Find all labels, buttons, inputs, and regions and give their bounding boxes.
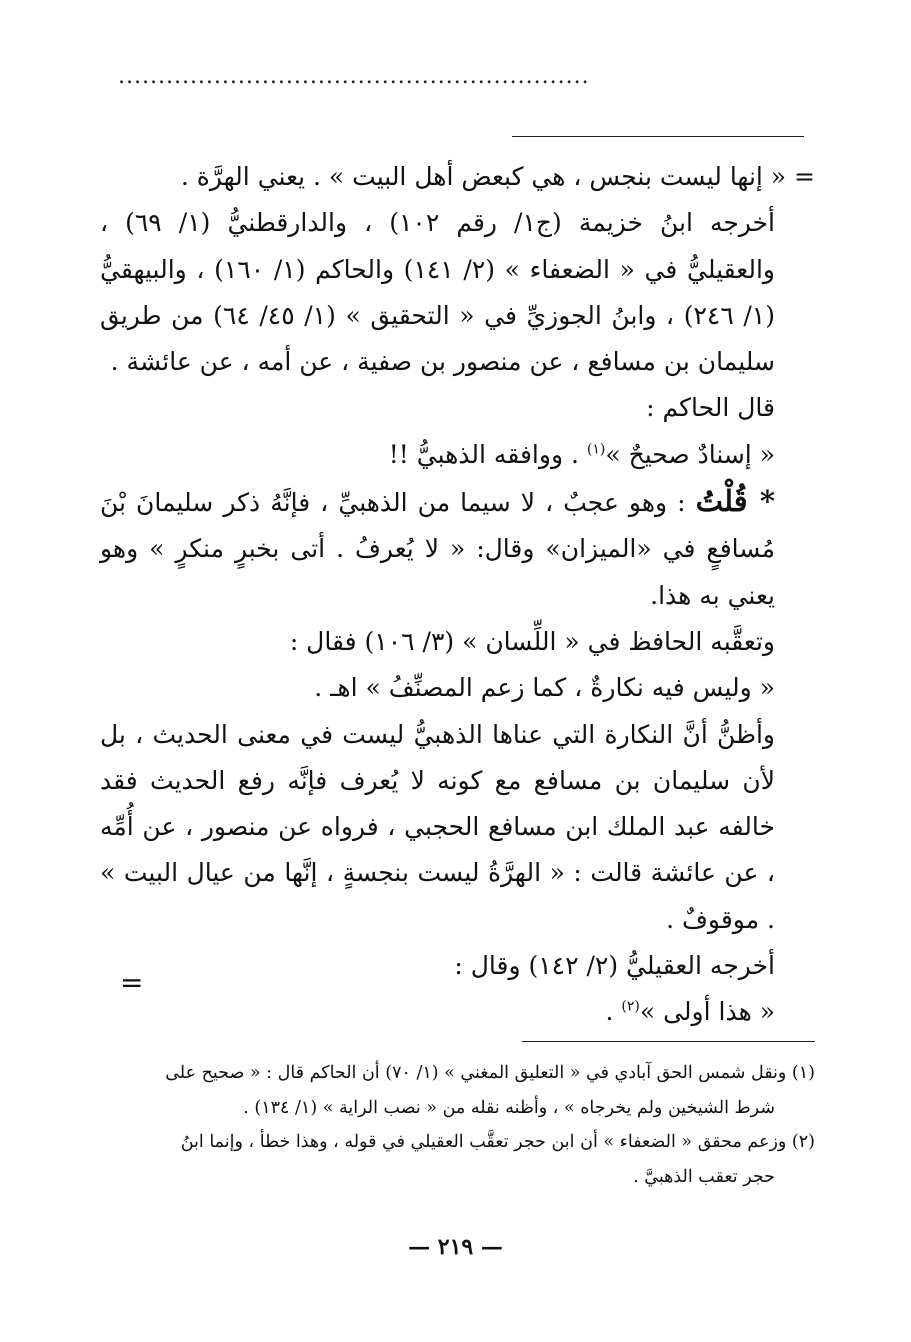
paragraph-hadith-continuation: = « إنها ليست بنجس ، هي كبعض أهل البيت » . يعني الهرَّة . xyxy=(180,162,815,191)
footnote-1-line-2: شرط الشيخين ولم يخرجاه » ، وأظنه نقله من « نصب الراية » (١/ ١٣٤) . xyxy=(243,1097,775,1118)
header-dotted-line: ........................................................... xyxy=(118,64,590,89)
footnote-2-line-1: (٢) وزعم محقق « الضعفاء » أن ابن حجر تعقَّب العقيلي في قوله ، وهذا خطأ ، وإنما ابنُ xyxy=(180,1132,815,1152)
paragraph-author-opinion: وأظنُّ أنَّ النكارة التي عناها الذهبيُّ ليست في معنى الحديث ، بل لأن سليمان بن مسافع مع كونه لا يُعرف فإنَّه رفع الحديث فقد خالفه عبد الملك ابن مسافع الحجبي ، فرواه عن منصور ، عن أُمِّه ، عن عائشة قالت : « الهرَّةُ ليست بنجسةٍ ، إنَّها من عيال البيت » . موقوفٌ . xyxy=(100,719,776,934)
page-number: — ٢١٩ — xyxy=(408,1234,503,1260)
footnote-2-line-2: حجر تعقب الذهبيَّ . xyxy=(633,1166,775,1187)
quote-isnad-sahih: « إسنادٌ صحيحٌ » xyxy=(605,439,775,469)
footnote-ref-1[interactable]: (١) xyxy=(586,441,606,458)
qultu-text: : وهو عجبٌ ، لا سيما من الذهبيِّ ، فإنَّهُ ذكر سليمانَ بْنَ مُسافعٍ في «الميزان» وقال: « لا يُعرفُ . أتى بخبرٍ منكرٍ » وهو يعني به هذا. xyxy=(100,488,775,610)
paragraph-uqayli: أخرجه العقيليُّ (٢/ ١٤٢) وقال : xyxy=(454,951,775,981)
dhahabi-agreed: . ووافقه الذهبيُّ !! xyxy=(388,439,587,469)
paragraph-no-nakara: « وليس فيه نكارةٌ ، كما زعم المصنِّفُ » اهـ . xyxy=(314,673,775,703)
continuation-mark: = xyxy=(120,966,144,999)
paragraph-isnad-sahih xyxy=(100,432,815,478)
paragraph-hakim-said: قال الحاكم : xyxy=(646,393,775,423)
footnote-1-line-1: (١) ونقل شمس الحق آبادي في « التعليق المغني » (١/ ٧٠) أن الحاكم قال : « صحيح على xyxy=(165,1063,815,1083)
quote-hadha-awla: « هذا أولى » xyxy=(639,997,775,1027)
footnote-separator-rule xyxy=(522,1041,815,1042)
paragraph-qultu xyxy=(100,478,815,619)
paragraph-hadha-awla xyxy=(100,989,815,1035)
top-separator-rule xyxy=(512,136,804,137)
footnotes xyxy=(108,1056,815,1194)
paragraph-takhrij: أخرجه ابنُ خزيمة (ج١/ رقم ١٠٢) ، والدارقطنيُّ (١/ ٦٩) ، والعقيليُّ في « الضعفاء » (٢/ ١٤١) والحاكم (١/ ١٦٠) ، والبيهقيُّ (١/ ٢٤٦) ، وابنُ الجوزيِّ في « التحقيق » (١/ ٤٥/ ٦٤) من طريق سليمان بن مسافع ، عن منصور بن صفية ، عن أمه ، عن عائشة . xyxy=(100,208,776,377)
main-text xyxy=(100,154,815,1036)
qultu-heading: * قُلْتُ xyxy=(695,484,775,519)
footnote-ref-2[interactable]: (٢) xyxy=(621,999,640,1016)
period: . xyxy=(605,997,622,1027)
paragraph-hafiz-lisan: وتعقَّبه الحافظ في « اللِّسان » (٣/ ١٠٦) فقال : xyxy=(289,626,775,656)
